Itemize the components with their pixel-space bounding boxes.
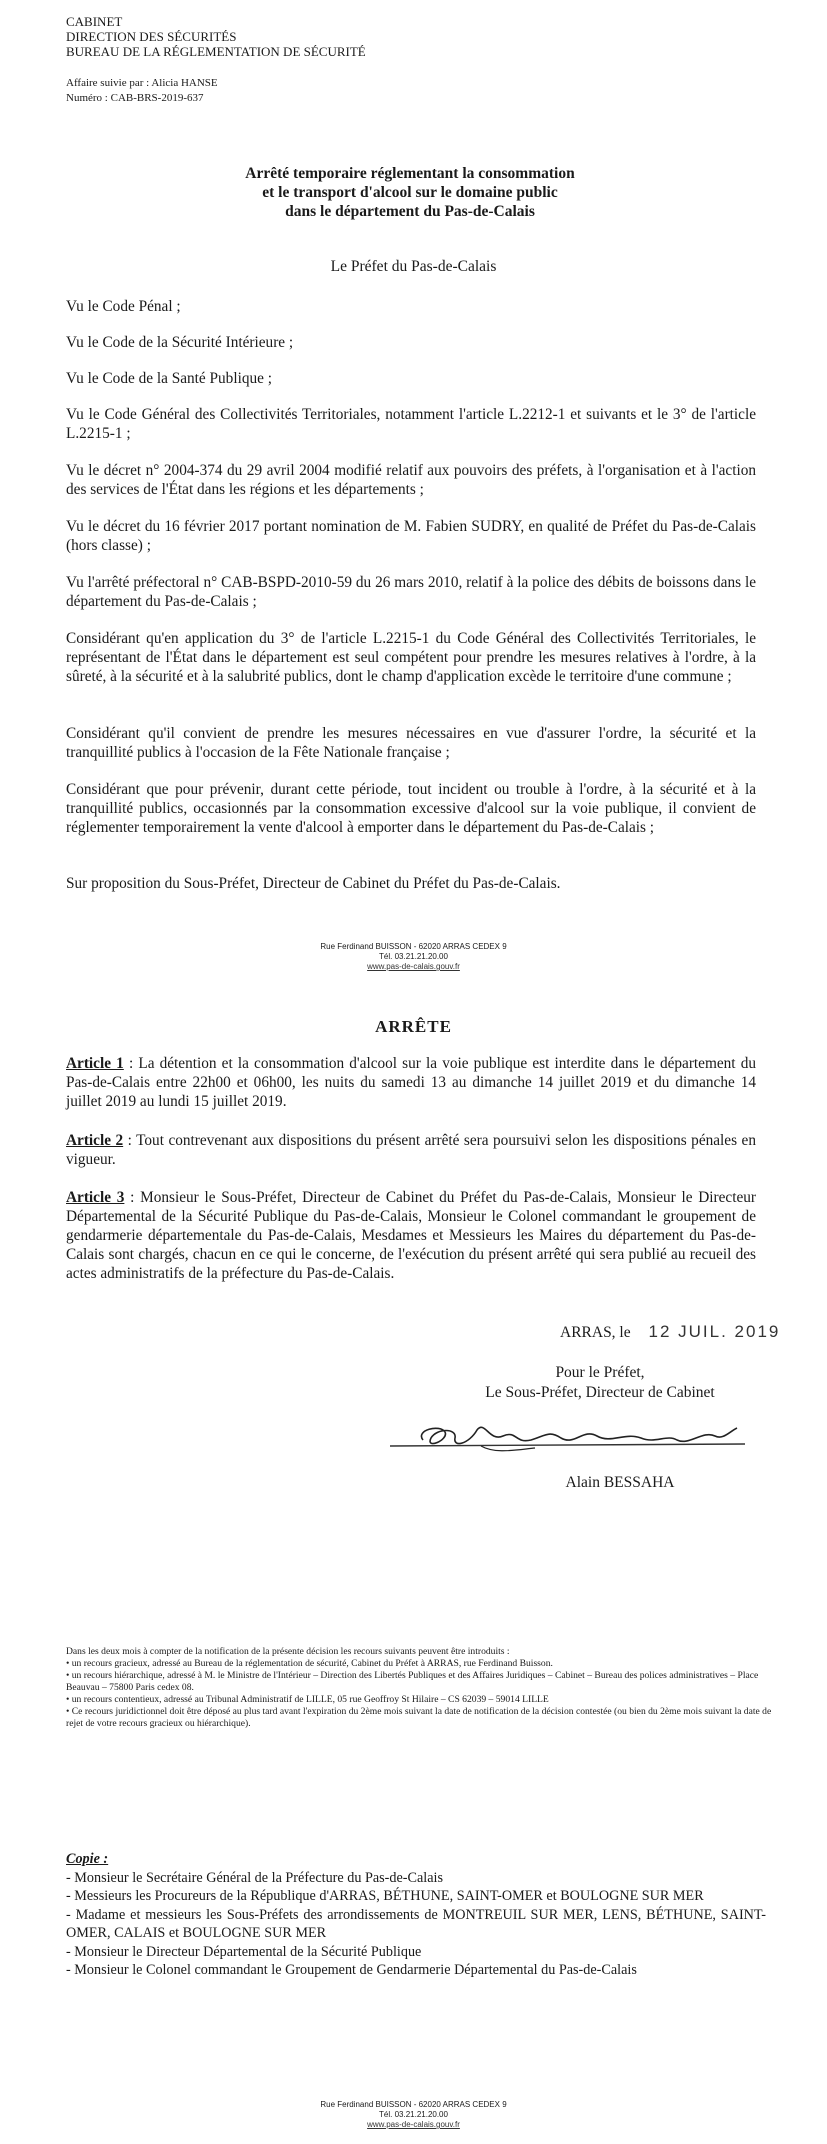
article-text: : La détention et la consommation d'alcool sur la voie publique est interdite dans le département du Pas-de-Calais entre 22h00 et 06h00, les nuits du samedi 13 au dimanche 14 juillet 2019 et du dimanche 14 juillet 2019 au lundi 15 juillet 2019. [66,1055,756,1110]
visa-paragraph: Vu le Code de la Santé Publique ; [66,370,272,387]
article-label: Article 1 [66,1055,124,1072]
considerant-paragraph: Considérant que pour prévenir, durant cette période, tout incident ou trouble à l'ordre, à la sécurité et à la tranquillité publics, occasionnés par la consommation excessive d'alcool sur la voie publique, il convient de réglementer temporairement la vente d'alcool à emporter dans le département du Pas-de-Calais ; [66,781,756,836]
title-line: dans le département du Pas-de-Calais [285,203,535,220]
header-line: DIRECTION DES SÉCURITÉS [66,29,237,44]
signatory-line: Le Sous-Préfet, Directeur de Cabinet [485,1384,715,1401]
date-line [560,1322,810,1343]
page-footer [0,942,827,972]
footer-tel: Tél. 03.21.21.20.00 [379,2110,448,2119]
visa-paragraph: Vu le Code de la Sécurité Intérieure ; [66,334,294,351]
recours-line: Dans les deux mois à compter de la notification de la présente décision les recours suivants peuvent être introduits : [66,1646,510,1657]
copie-title: Copie : [66,1851,109,1867]
article-label: Article 3 [66,1189,125,1206]
article-text: : Tout contrevenant aux dispositions du présent arrêté sera poursuivi selon les dispositions pénales en vigueur. [66,1132,756,1168]
arrete-heading: ARRÊTE [375,1017,452,1036]
recours-notice [66,1646,776,1730]
recours-line: • un recours gracieux, adressé au Bureau de la réglementation de sécurité, Cabinet du Préfet à ARRAS, rue Ferdinand Buisson. [66,1658,553,1669]
signatory-line: Pour le Préfet, [555,1364,645,1381]
copie-item: - Madame et messieurs les Sous-Préfets des arrondissements de MONTREUIL SUR MER, LENS, BÉTHUNE, SAINT-OMER, CALAIS et BOULOGNE SUR MER [66,1906,766,1941]
article-3 [66,1188,756,1283]
copie-item: - Monsieur le Colonel commandant le Groupement de Gendarmerie Départemental du Pas-de-Calais [66,1962,637,1978]
header-line: CABINET [66,14,123,29]
article-text: : Monsieur le Sous-Préfet, Directeur de Cabinet du Préfet du Pas-de-Calais, Monsieur le Directeur Départemental de la Sécurité Publique du Pas-de-Calais, Monsieur le Colonel commandant le groupement de gendarmerie départementale du Pas-de-Calais, Mesdames et Messieurs les Maires du département du Pas-de-Calais sont chargés, chacun en ce qui le concerne, de l'exécution du présent arrêté qui sera publié au recueil des actes administratifs de la préfecture du Pas-de-Calais. [66,1189,756,1282]
header-line: BUREAU DE LA RÉGLEMENTATION DE SÉCURITÉ [66,44,366,59]
signatory-name: Alain BESSAHA [565,1474,675,1491]
document-title [160,164,660,221]
title-line: Arrêté temporaire réglementant la consommation [245,165,575,182]
footer-tel: Tél. 03.21.21.20.00 [379,952,448,961]
copie-item: - Monsieur le Secrétaire Général de la Préfecture du Pas-de-Calais [66,1869,443,1886]
article-2 [66,1131,756,1169]
considerant-paragraph: Considérant qu'il convient de prendre les mesures nécessaires en vue d'assurer l'ordre, la sécurité et la tranquillité publics à l'occasion de la Fête Nationale française ; [66,725,756,761]
numero: Numéro : CAB-BRS-2019-637 [66,92,204,104]
file-meta [66,76,218,106]
footer-url[interactable]: www.pas-de-calais.gouv.fr [367,962,460,971]
date-stamp: 12 JUIL. 2019 [648,1322,781,1341]
copie-item: - Monsieur le Directeur Départemental de la Sécurité Publique [66,1943,422,1960]
recours-line: • un recours hiérarchique, adressé à M. le Ministre de l'Intérieur – Direction des Libertés Publiques et des Affaires Juridiques – Cabinet – Bureau des polices administratives – Place Beauvau – 75800 Paris cedex 08. [66,1670,759,1693]
copie-list [66,1850,766,1980]
recours-line: • Ce recours juridictionnel doit être déposé au plus tard avant l'expiration du 2ème mois suivant la date de notification de la décision contestée (ou bien du 2ème mois suivant la date de rejet de votre recours gracieux ou hiérarchique). [66,1706,772,1729]
footer-url[interactable]: www.pas-de-calais.gouv.fr [367,2120,460,2129]
proposition-paragraph: Sur proposition du Sous-Préfet, Directeur de Cabinet du Préfet du Pas-de-Calais. [66,875,561,892]
visa-paragraph: Vu le Code Général des Collectivités Territoriales, notamment l'article L.2212-1 et suivants et le 3° de l'article L.2215-1 ; [66,406,756,442]
visa-paragraph: Vu le Code Pénal ; [66,298,181,315]
affaire-suivie: Affaire suivie par : Alicia HANSE [66,77,218,89]
footer-address: Rue Ferdinand BUISSON - 62020 ARRAS CEDEX 9 [320,942,507,951]
handwritten-signature [385,1410,745,1465]
footer-address: Rue Ferdinand BUISSON - 62020 ARRAS CEDEX 9 [320,2100,507,2109]
recours-line: • un recours contentieux, adressé au Tribunal Administratif de LILLE, 05 rue Geoffroy St Hilaire – CS 62039 – 59014 LILLE [66,1694,549,1705]
article-1 [66,1054,756,1111]
copie-item: - Messieurs les Procureurs de la République d'ARRAS, BÉTHUNE, SAINT-OMER et BOULOGNE SUR MER [66,1888,704,1904]
considerant-paragraph: Considérant qu'en application du 3° de l'article L.2215-1 du Code Général des Collectivités Territoriales, le représentant de l'État dans le département est seul compétent pour prendre les mesures relatives à l'ordre, à la sûreté, à la sécurité et à la salubrité publics, dont le champ d'application excède le territoire d'une commune ; [66,630,756,685]
visa-paragraph: Vu le décret n° 2004-374 du 29 avril 2004 modifié relatif aux pouvoirs des préfets, à l'organisation et à l'action des services de l'État dans les régions et les départements ; [66,462,756,498]
visa-paragraph: Vu l'arrêté préfectoral n° CAB-BSPD-2010-59 du 26 mars 2010, relatif à la police des débits de boissons dans le département du Pas-de-Calais ; [66,574,756,610]
article-label: Article 2 [66,1132,124,1149]
page-footer [0,2100,827,2130]
service-header [66,14,366,59]
signatory-block [440,1363,760,1403]
date-place: ARRAS, le [560,1324,631,1341]
visa-paragraph: Vu le décret du 16 février 2017 portant nomination de M. Fabien SUDRY, en qualité de Préfet du Pas-de-Calais (hors classe) ; [66,518,756,554]
title-line: et le transport d'alcool sur le domaine public [262,184,558,201]
prefet-heading: Le Préfet du Pas-de-Calais [330,258,497,275]
